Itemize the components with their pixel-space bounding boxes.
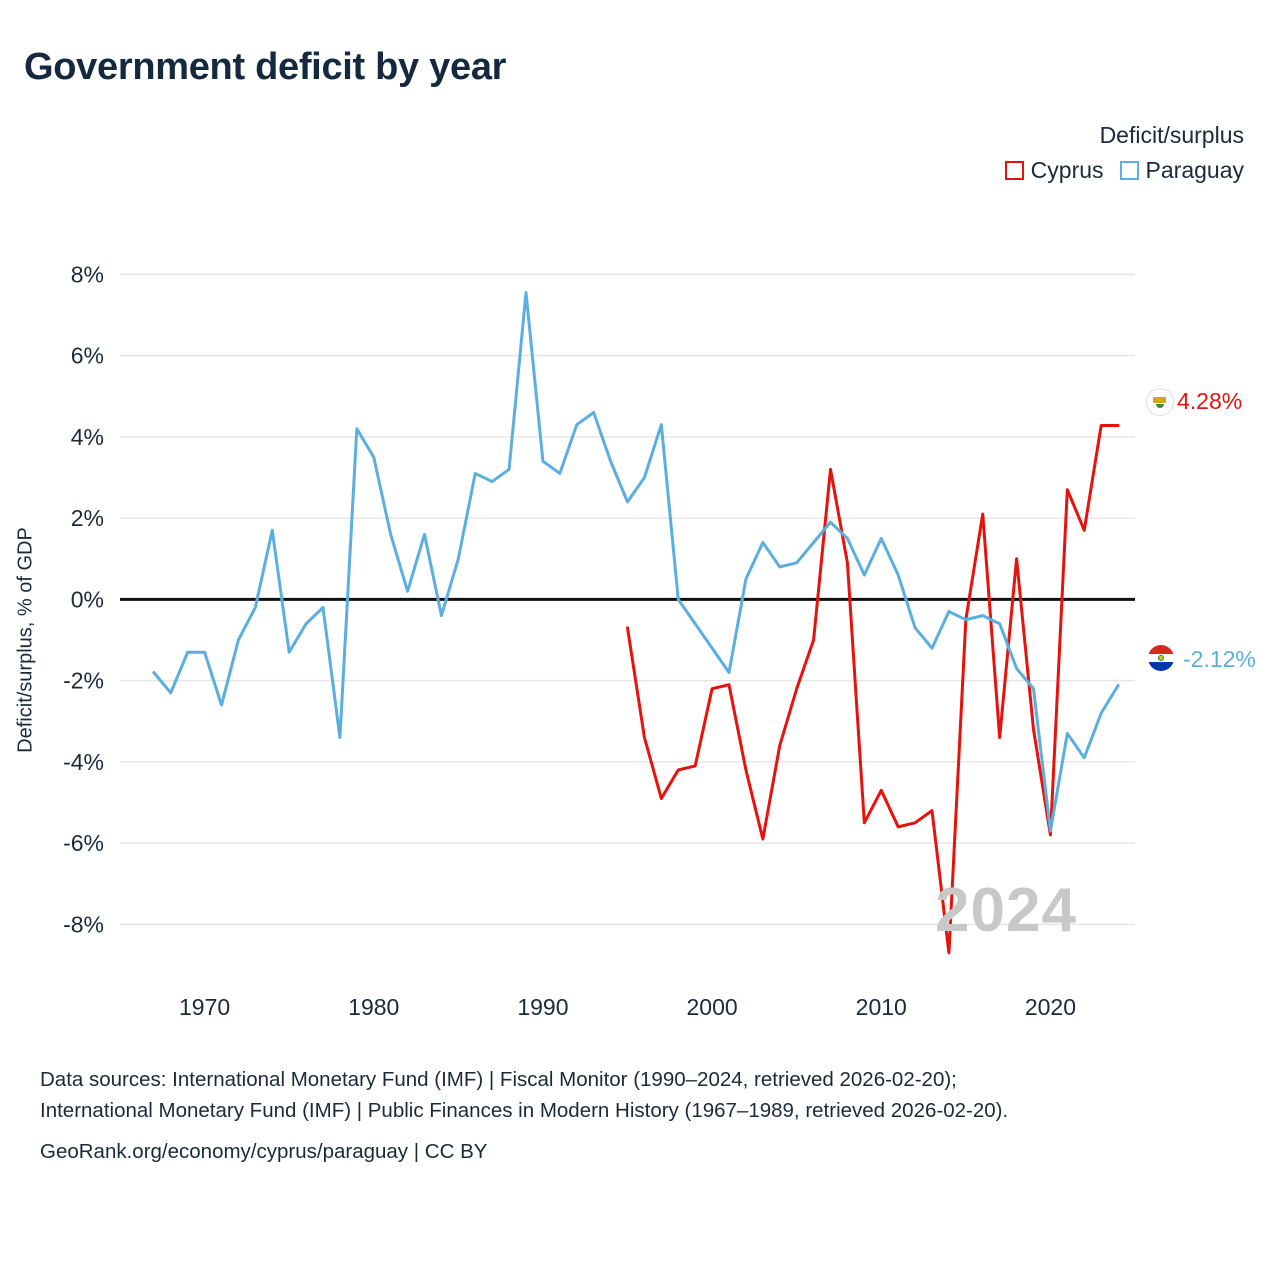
page-title: Government deficit by year xyxy=(24,46,507,88)
svg-text:4%: 4% xyxy=(70,423,104,450)
svg-text:1990: 1990 xyxy=(517,994,569,1020)
footer-line-3: GeoRank.org/economy/cyprus/paraguay | CC BY xyxy=(40,1140,488,1164)
year-watermark: 2024 xyxy=(935,876,1077,945)
svg-text:8%: 8% xyxy=(70,261,104,288)
y-tick-labels xyxy=(63,261,104,937)
end-label-cyprus: 4.28% xyxy=(1177,388,1243,414)
end-label-paraguay: -2.12% xyxy=(1183,646,1256,672)
svg-text:-2%: -2% xyxy=(63,667,104,694)
legend-title: Deficit/surplus xyxy=(1099,122,1244,148)
svg-text:1970: 1970 xyxy=(178,994,231,1020)
svg-text:2020: 2020 xyxy=(1024,994,1077,1020)
svg-text:2010: 2010 xyxy=(855,994,907,1020)
svg-text:2%: 2% xyxy=(70,505,104,532)
cyprus-flag-icon xyxy=(1146,388,1174,416)
legend-label-paraguay: Paraguay xyxy=(1145,157,1244,183)
svg-text:2000: 2000 xyxy=(686,994,738,1020)
x-tick-labels xyxy=(179,994,1076,1020)
svg-text:0%: 0% xyxy=(70,586,104,613)
footer-line-2: International Monetary Fund (IMF) | Public Finances in Modern History (1967–1989, retrieved 2026-02-20). xyxy=(40,1099,1009,1123)
series-line-paraguay xyxy=(154,293,1118,831)
svg-text:-6%: -6% xyxy=(63,830,104,857)
data-series-group xyxy=(154,293,1118,953)
svg-text:6%: 6% xyxy=(70,342,104,369)
svg-text:1980: 1980 xyxy=(348,994,400,1020)
y-axis-label: Deficit/surplus, % of GDP xyxy=(14,527,37,753)
series-line-cyprus xyxy=(628,426,1119,953)
legend-label-cyprus: Cyprus xyxy=(1030,157,1104,183)
footer-sources xyxy=(40,1064,1250,1167)
footer-line-1: Data sources: International Monetary Fund (IMF) | Fiscal Monitor (1990–2024, retrieved 2026-02-20); xyxy=(40,1068,957,1091)
paraguay-flag-icon xyxy=(1148,645,1174,671)
svg-text:-4%: -4% xyxy=(63,748,104,775)
svg-text:-8%: -8% xyxy=(63,911,104,938)
